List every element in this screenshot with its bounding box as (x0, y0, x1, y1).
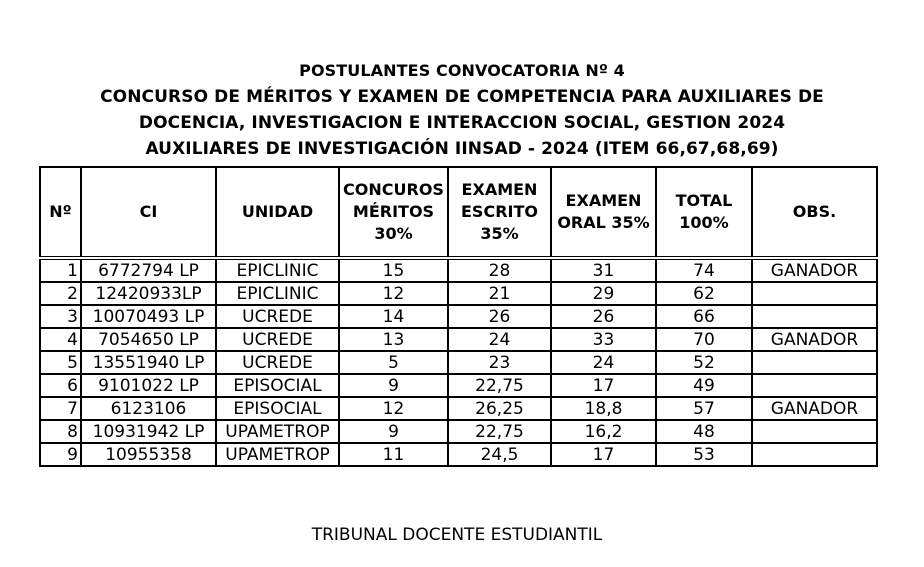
cell-ci: 10070493 LP (81, 305, 216, 328)
cell-unidad: EPICLINIC (216, 258, 339, 282)
cell-meritos: 12 (339, 397, 448, 420)
cell-obs (752, 443, 877, 466)
cell-escrito: 23 (448, 351, 551, 374)
cell-unidad: UCREDE (216, 305, 339, 328)
table-row (40, 305, 877, 328)
cell-obs: GANADOR (752, 258, 877, 282)
cell-total: 70 (656, 328, 752, 351)
cell-ci: 13551940 LP (81, 351, 216, 374)
cell-obs: GANADOR (752, 328, 877, 351)
cell-unidad: EPICLINIC (216, 282, 339, 305)
table-row (40, 258, 877, 282)
cell-escrito: 24,5 (448, 443, 551, 466)
cell-ci: 12420933LP (81, 282, 216, 305)
cell-meritos: 5 (339, 351, 448, 374)
results-table (39, 166, 878, 467)
col-header-total: TOTAL 100% (656, 167, 752, 258)
cell-escrito: 22,75 (448, 374, 551, 397)
cell-total: 53 (656, 443, 752, 466)
cell-no: 5 (40, 351, 81, 374)
cell-ci: 6772794 LP (81, 258, 216, 282)
cell-total: 62 (656, 282, 752, 305)
cell-total: 48 (656, 420, 752, 443)
cell-obs (752, 305, 877, 328)
cell-total: 49 (656, 374, 752, 397)
cell-oral: 16,2 (551, 420, 656, 443)
cell-oral: 24 (551, 351, 656, 374)
cell-obs (752, 374, 877, 397)
table-row (40, 351, 877, 374)
table-header-row (40, 167, 877, 258)
cell-total: 57 (656, 397, 752, 420)
cell-unidad: UCREDE (216, 328, 339, 351)
table-row (40, 420, 877, 443)
cell-no: 3 (40, 305, 81, 328)
cell-no: 1 (40, 258, 81, 282)
cell-obs (752, 420, 877, 443)
cell-no: 9 (40, 443, 81, 466)
cell-escrito: 26 (448, 305, 551, 328)
cell-meritos: 9 (339, 420, 448, 443)
cell-meritos: 15 (339, 258, 448, 282)
header-line-4: AUXILIARES DE INVESTIGACIÓN IINSAD - 2024 (ITEM 66,67,68,69) (145, 139, 779, 159)
col-header-ci: CI (81, 167, 216, 258)
cell-total: 52 (656, 351, 752, 374)
cell-no: 8 (40, 420, 81, 443)
header-line-2: CONCURSO DE MÉRITOS Y EXAMEN DE COMPETENCIA PARA AUXILIARES DE (100, 87, 824, 107)
tribunal-signature-line: TRIBUNAL DOCENTE ESTUDIANTIL (311, 525, 603, 545)
document-header (0, 58, 924, 162)
table-body (40, 258, 877, 466)
cell-total: 66 (656, 305, 752, 328)
col-header-escrito: EXAMEN ESCRITO 35% (448, 167, 551, 258)
cell-escrito: 24 (448, 328, 551, 351)
cell-total: 74 (656, 258, 752, 282)
cell-ci: 10931942 LP (81, 420, 216, 443)
col-header-obs: OBS. (752, 167, 877, 258)
cell-oral: 26 (551, 305, 656, 328)
cell-unidad: UPAMETROP (216, 443, 339, 466)
cell-no: 7 (40, 397, 81, 420)
cell-meritos: 13 (339, 328, 448, 351)
cell-ci: 7054650 LP (81, 328, 216, 351)
cell-ci: 6123106 (81, 397, 216, 420)
header-line-3: DOCENCIA, INVESTIGACION E INTERACCION SOCIAL, GESTION 2024 (138, 113, 786, 133)
cell-escrito: 21 (448, 282, 551, 305)
cell-oral: 18,8 (551, 397, 656, 420)
cell-meritos: 11 (339, 443, 448, 466)
table-row (40, 397, 877, 420)
cell-unidad: EPISOCIAL (216, 397, 339, 420)
header-line-1: POSTULANTES CONVOCATORIA Nº 4 (299, 61, 625, 80)
cell-obs: GANADOR (752, 397, 877, 420)
cell-meritos: 9 (339, 374, 448, 397)
table-row (40, 282, 877, 305)
table-row (40, 443, 877, 466)
cell-ci: 10955358 (81, 443, 216, 466)
cell-unidad: UCREDE (216, 351, 339, 374)
cell-obs (752, 282, 877, 305)
col-header-oral: EXAMEN ORAL 35% (551, 167, 656, 258)
cell-oral: 17 (551, 443, 656, 466)
cell-no: 4 (40, 328, 81, 351)
cell-meritos: 12 (339, 282, 448, 305)
col-header-meritos: CONCUROS MÉRITOS 30% (339, 167, 448, 258)
cell-unidad: UPAMETROP (216, 420, 339, 443)
table-row (40, 374, 877, 397)
cell-oral: 33 (551, 328, 656, 351)
cell-unidad: EPISOCIAL (216, 374, 339, 397)
cell-no: 6 (40, 374, 81, 397)
cell-escrito: 22,75 (448, 420, 551, 443)
cell-obs (752, 351, 877, 374)
col-header-unidad: UNIDAD (216, 167, 339, 258)
cell-escrito: 26,25 (448, 397, 551, 420)
cell-meritos: 14 (339, 305, 448, 328)
cell-escrito: 28 (448, 258, 551, 282)
col-header-no: Nº (40, 167, 81, 258)
table-row (40, 328, 877, 351)
cell-oral: 29 (551, 282, 656, 305)
cell-no: 2 (40, 282, 81, 305)
cell-ci: 9101022 LP (81, 374, 216, 397)
cell-oral: 31 (551, 258, 656, 282)
cell-oral: 17 (551, 374, 656, 397)
